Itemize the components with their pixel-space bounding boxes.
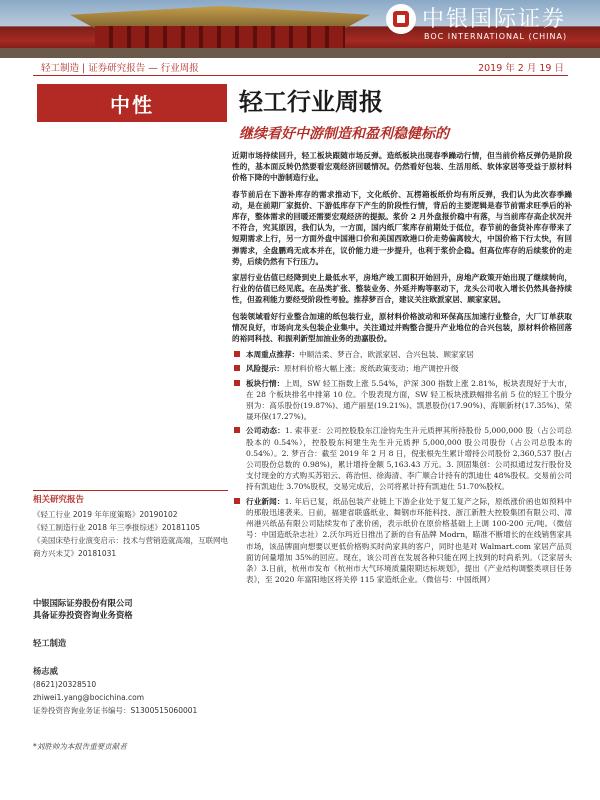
logo-text-en: BOC INTERNATIONAL (CHINA) <box>424 32 568 41</box>
sidebar-divider <box>33 490 228 491</box>
analyst-phone: (8621)20328510 <box>33 680 97 689</box>
bullet-label: 风险提示： <box>246 364 284 374</box>
list-item <box>232 378 572 423</box>
bullet-label: 板块行情： <box>246 378 285 388</box>
bullet-text: 原材料价格大幅上涨；废纸政策变动；地产调控升级 <box>283 364 459 374</box>
list-item <box>232 363 572 374</box>
header-banner <box>0 0 600 58</box>
org-name: 中银国际证券股份有限公司 <box>33 598 133 608</box>
packaging-paragraph: 包装领域看好行业整合加速的纸包装行业，原材料价格波动和环保高压加速行业整合，大厂订单获取情况良好，市场向龙头包装企业集中。关注通过并购整合提升产业地位的合兴包装，原材料价格回落的裕同科技、和振利新型加油业务的劲嘉股份。 <box>232 311 572 344</box>
report-body <box>232 150 572 588</box>
boc-logo-icon <box>386 4 416 34</box>
bullet-square-icon <box>234 498 240 504</box>
related-report-link[interactable]: 《轻工行业 2019 年年度策略》20190102 <box>33 510 178 519</box>
company-logo <box>378 0 600 58</box>
breadcrumb: 轻工制造 | 证券研究报告 — 行业周报 <box>41 63 199 74</box>
bullet-text: 1. 索菲亚：公司控股股东江淦钧先生升元质押其所持股份 5,000,000 股（占公司总股本的 0.54%），控股股东柯建生先生升元质押 5,000,000 股公司股份（占公司总股本的 0.54%）。2. 梦百合：截至 2019 年 2 月 8 日，倪张根先生累计增持公司股份 2,360,537 股(占公司股份总数的 0.98%)，累计增持金额 5,163.43 万元。3. 顶固集创：公司拟通过发行股份及支付现金的方式购买苏铝云、蒋治恒、徐海清、李广顺合计持有的凯迪仕 48%股权。交易前公司持有凯迪仕 3.70%股权，交易完成后，公司将累计持有凯迪仕 51.70%股权。 <box>246 426 573 492</box>
furniture-paragraph: 家居行业估值已经降到史上最低水平，房地产竣工面积开始回升，房地产政策开始出现了继续转向，行业的估值已经见底。在品类扩张、整装业务、外延并购等驱动下，龙头公司收入增长仍然具备持续性，但盈利能力要经受阶段性考验。推荐梦百合，建议关注欧派家居、顾家家居。 <box>232 273 572 305</box>
bullet-text: 上周，SW 轻工指数上涨 5.54%，沪深 300 指数上涨 2.81%，板块表现好于大市，在 28 个板块排名中排第 10 位。个股表现方面，SW 轻工板块涨跌幅排名前 5 位的轻工个股分别为：高乐股份(19.87%)、通产丽星(19.21%)、凯恩股份(17.90%)、海顺新材(17.35%)、荣晟环保(17.27%)。 <box>246 378 572 422</box>
logo-text-cn: 中银国际证券 <box>422 7 567 32</box>
contributor-note: *刘胜帅为本报告重要贡献者 <box>33 742 127 751</box>
report-meta-bar <box>33 58 568 76</box>
bullet-label: 行业新闻： <box>246 496 285 506</box>
bullet-square-icon <box>234 380 240 386</box>
bullet-square-icon <box>234 351 240 357</box>
list-item <box>232 496 572 586</box>
report-subtitle: 继续看好中游制造和盈利稳健标的 <box>239 126 449 142</box>
org-qualification: 具备证券投资咨询业务资格 <box>33 610 133 620</box>
sector-label: 轻工制造 <box>33 638 67 648</box>
palace-roof-illustration <box>70 6 370 28</box>
bullet-text: 1. 年后已复，纸品包装产业链上下游企业处于复工复产之际，原纸涨价函也如预料中的那般迅速袭来。日前，福建省联盛纸业、舞钢市环能科技、浙江新胜大控股集团有限公司、漳州港兴纸品有限公司陆续发布了涨价函，表示纸价在原价格基础上上调 100-200 元/吨。（微信号：中国造纸杂志社）2.沃尔玛近日推出了新的自有品牌 Modrn，瞄准不断增长的在线销售家具市场，该品牌面向想要以更低价格购买时尚家具的客户，同时也是对 Walmart.com 家居产品页面访问量增加 35%的回应。现在，该公司首在发展各种只能在网上找到的时尚系列。（泛家居头条）3.日前，杭州市发布《杭州市大气环境质量限期达标规划》，提出《产业结构调整类项目任务表》，至 2020 年富阳地区将关停 115 家造纸企业。（微信号：中国纸网） <box>246 496 572 585</box>
list-item <box>232 349 572 360</box>
report-date: 2019 年 2 月 19 日 <box>478 63 564 74</box>
analyst-info <box>33 665 228 717</box>
analyst-name: 杨志威 <box>33 666 58 676</box>
analyst-cert: 证券投资咨询业务证书编号：S1300515060001 <box>33 706 198 715</box>
report-title: 轻工行业周报 <box>239 87 383 116</box>
key-points-list <box>232 349 572 585</box>
related-reports-heading: 相关研究报告 <box>33 495 85 505</box>
bullet-label: 公司动态： <box>246 426 285 436</box>
bullet-square-icon <box>234 365 240 371</box>
bullet-text: 中顺洁柔、梦百合、欧派家居、合兴包装、顾家家居 <box>299 350 474 360</box>
list-item <box>232 425 572 492</box>
related-report-link[interactable]: 《轻工制造行业 2018 年三季报综述》20181105 <box>33 523 201 532</box>
org-info <box>33 597 228 621</box>
paper-paragraph: 春节前后在下游补库存的需求推动下，文化纸价、瓦楞箱板纸价均有所反弹，我们认为此次春季躁动，是在前期厂家挺价、下游低库存下产生的阶段性行情，背后的主要逻辑是春节前需求旺季后的补库存，整体需求的回暖还需要宏观经济的提振。浆价 2 月外盘报价稳中有落，与当前库存高企状况并不符合，究其原因，我们认为，一方面，国内纸厂浆库存前期处于低位，春节前的备货补库存带来了短期需求上行，另一方面外盘中国港口价和美国西欧港口价走势偏离较大，中国价格下行太快，有回弹需求，全盘鹏鸡无成本并在，议价能力进一步提升，也利于浆价企稳。但高位库存的后续浆价的走势，后续仍然有下行压力。 <box>232 189 572 266</box>
bullet-square-icon <box>234 427 240 433</box>
related-report-link[interactable]: 《美国床垫行业演变启示：技术与营销造就高端，互联网电商方兴未艾》20181031 <box>33 536 228 558</box>
rating-badge: 中性 <box>37 84 227 122</box>
summary-paragraph: 近期市场持续回升，轻工板块跟随市场反弹。造纸板块出现春季躁动行情，但当前价格反弹仍是阶段性的，基本面反转仍然要看宏观经济回暖情况。仍然看好包装、生活用纸、软体家居等受益于原材料价格下降的中游制造行业。 <box>232 151 572 183</box>
bullet-label: 本周重点推荐： <box>246 350 300 360</box>
analyst-email[interactable]: zhiwei1.yang@bocichina.com <box>33 693 145 702</box>
related-reports-list <box>33 508 228 560</box>
